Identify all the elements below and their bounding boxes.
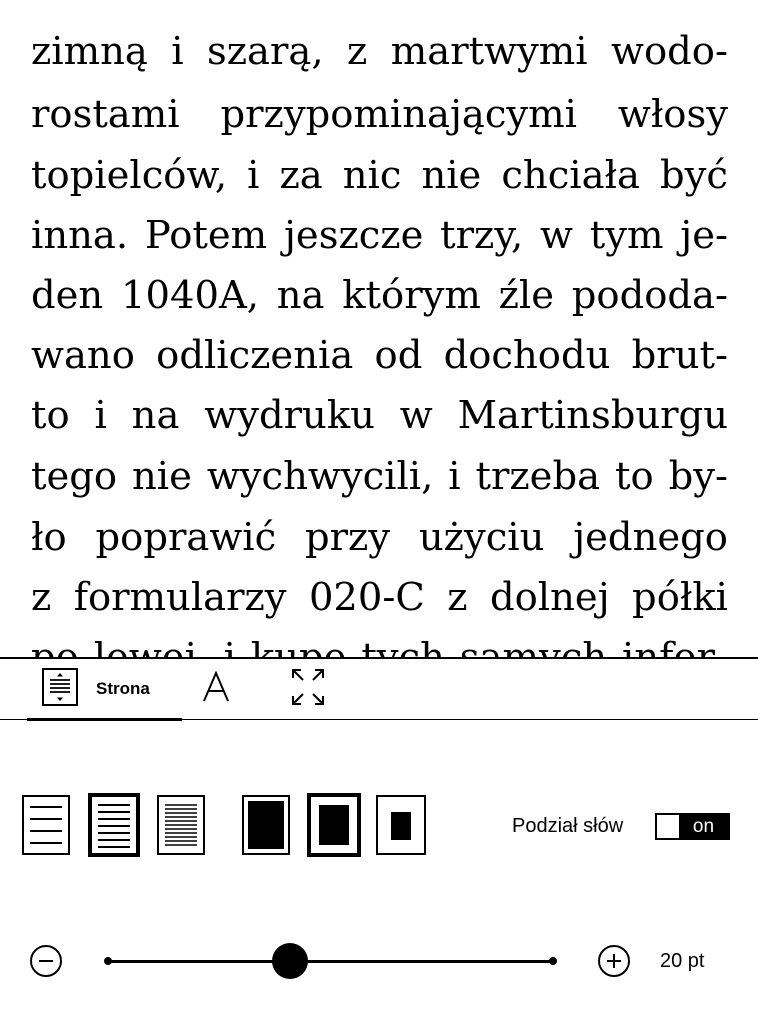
text-line: topielców, i za nic nie chciała być xyxy=(31,153,728,198)
text-line: wano odliczenia od dochodu brut- xyxy=(31,333,728,378)
line-spacing-narrow-button[interactable] xyxy=(22,795,70,855)
font-size-slider-track[interactable] xyxy=(107,960,554,963)
reading-settings-panel xyxy=(0,657,758,1024)
margin-large-preview xyxy=(391,812,411,840)
text-line: rostami przypominającymi włosy xyxy=(31,92,728,137)
font-icon xyxy=(201,671,231,708)
page-layout-icon xyxy=(42,668,78,711)
fullscreen-icon xyxy=(289,666,327,713)
increase-font-size-button[interactable] xyxy=(598,945,630,977)
font-size-slider-thumb[interactable] xyxy=(272,943,308,979)
text-line: inna. Potem jeszcze trzy, w tym je- xyxy=(31,213,728,258)
word-split-toggle[interactable] xyxy=(655,813,730,840)
text-line: tego nie wychwycili, i trzeba to by- xyxy=(31,454,728,499)
line-spacing-medium-button[interactable] xyxy=(88,793,140,857)
tab-fullscreen[interactable] xyxy=(286,659,330,719)
layout-presets xyxy=(0,795,480,859)
toggle-off-area xyxy=(657,815,679,838)
toggle-state-label: on xyxy=(679,815,728,838)
font-size-row xyxy=(0,937,758,987)
tab-page-label: Strona xyxy=(96,679,150,698)
slider-end-dot xyxy=(549,957,557,965)
settings-tab-bar xyxy=(0,659,758,721)
text-line: zimną i szarą, z martwymi wodo- xyxy=(31,29,728,74)
tab-bar-divider xyxy=(0,719,758,720)
decrease-font-size-button[interactable] xyxy=(30,945,62,977)
slider-start-dot xyxy=(104,957,112,965)
word-split-label: Podział słów xyxy=(512,815,624,837)
line-spacing-wide-button[interactable] xyxy=(157,795,205,855)
margin-medium-button[interactable] xyxy=(307,793,361,857)
minus-icon xyxy=(39,960,53,962)
plus-icon-vertical xyxy=(613,954,615,968)
tab-font[interactable] xyxy=(196,659,236,719)
text-line: den 1040A, na którym źle pododa- xyxy=(31,273,728,318)
margin-large-button[interactable] xyxy=(376,795,426,855)
tab-page[interactable] xyxy=(27,659,182,719)
text-line: z formularzy 020-C z dolnej półki xyxy=(31,575,728,620)
margin-small-preview xyxy=(248,801,284,849)
margin-small-button[interactable] xyxy=(242,795,290,855)
text-line: to i na wydruku w Martinsburgu xyxy=(31,393,728,438)
text-line: ło poprawić przy użyciu jednego xyxy=(31,515,728,560)
margin-medium-preview xyxy=(319,805,349,845)
font-size-value: 20 pt xyxy=(660,950,705,972)
